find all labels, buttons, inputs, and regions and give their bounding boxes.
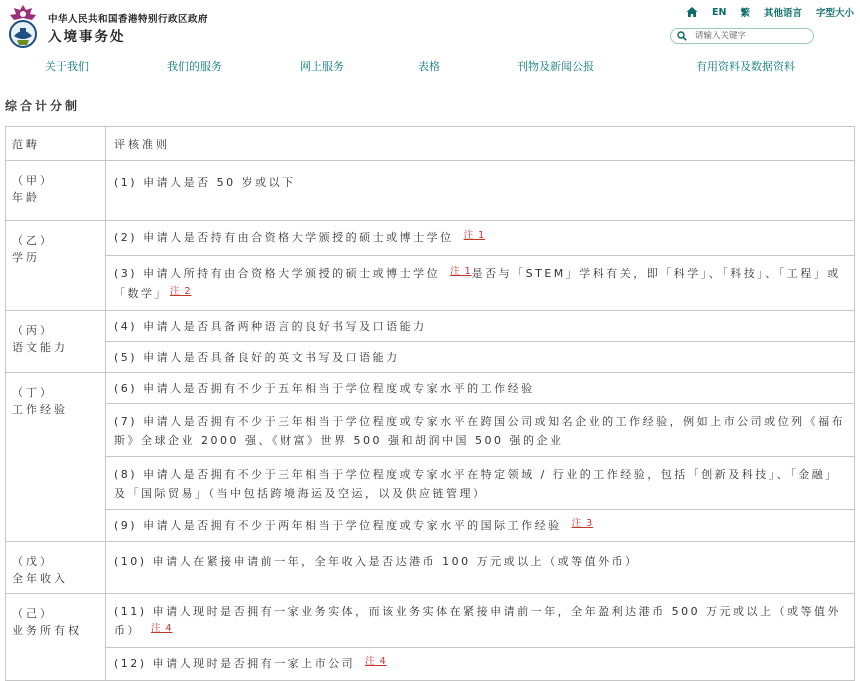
category-annual-income: [6, 542, 106, 594]
home-icon[interactable]: [686, 6, 698, 18]
criterion-8: (8) 申请人是否拥有不少于三年相当于学位程度或专家水平在特定领域 / 行业的工作经验，包括「创新及科技」、「金融」及「国际贸易」（当中包括跨境海运及空运，以及供应链管理）: [106, 457, 855, 510]
category-name: 全年收入: [12, 572, 68, 585]
nav-forms[interactable]: 表格: [418, 60, 440, 73]
department-name[interactable]: 入境事务处: [48, 29, 126, 45]
category-label: （丙）: [12, 324, 54, 337]
category-label: （己）: [12, 607, 54, 620]
hksar-emblem-logo[interactable]: [5, 4, 41, 48]
criterion-2: [106, 221, 855, 256]
category-language: [6, 311, 106, 373]
note-4-link[interactable]: 注 4: [365, 656, 387, 667]
table-row: [6, 373, 855, 404]
category-label: （甲）: [12, 174, 54, 187]
table-row: [6, 542, 855, 594]
table-row: [6, 311, 855, 342]
criterion-5: (5) 申请人是否具备良好的英文书写及口语能力: [106, 342, 855, 373]
table-row: [6, 404, 855, 457]
font-size-link[interactable]: 字型大小: [815, 8, 854, 19]
table-header-row: [6, 127, 855, 161]
nav-publications-press[interactable]: 刊物及新闻公报: [517, 60, 594, 73]
criterion-text-cont: 是否与「STEM」学科有关，即「科学」、「科技」、「工程」或「数学」: [114, 267, 841, 300]
scoring-table: [5, 126, 855, 681]
page-title: 综合计分制: [5, 99, 81, 113]
lang-traditional-link[interactable]: 繁: [740, 8, 750, 19]
note-1-link[interactable]: 注 1: [463, 230, 486, 241]
main-nav: [0, 58, 860, 78]
lang-en-link[interactable]: EN: [712, 6, 727, 18]
government-name: 中华人民共和国香港特别行政区政府: [48, 14, 209, 25]
criterion-text: (3) 申请人所持有由合资格大学颁授的硕士或博士学位: [114, 267, 441, 280]
criterion-11: [106, 594, 855, 648]
table-row: [6, 457, 855, 510]
category-name: 业务所有权: [12, 624, 82, 637]
note-3-link[interactable]: 注 3: [571, 518, 594, 529]
criterion-9: [106, 510, 855, 542]
table-row: [6, 648, 855, 681]
category-age: [6, 161, 106, 221]
search-input[interactable]: [695, 31, 805, 41]
header-criteria: 评核准则: [106, 127, 855, 161]
nav-useful-info[interactable]: 有用资料及数据资料: [696, 60, 795, 73]
criterion-text: (12) 申请人现时是否拥有一家上市公司: [114, 657, 356, 670]
criterion-12: [106, 648, 855, 681]
note-4-link[interactable]: 注 4: [151, 623, 173, 634]
criterion-1: (1) 申请人是否 50 岁或以下: [106, 161, 855, 221]
nav-about-us[interactable]: 关于我们: [45, 60, 89, 73]
category-label: （戊）: [12, 555, 54, 568]
criterion-7: (7) 申请人是否拥有不少于三年相当于学位程度或专家水平在跨国公司或知名企业的工作经验，例如上市公司或位列《福布斯》全球企业 2000 强、《财富》世界 500 强和胡润中国 500 强的企业: [106, 404, 855, 457]
category-name: 年龄: [12, 191, 40, 204]
criterion-text: (9) 申请人是否拥有不少于两年相当于学位程度或专家水平的国际工作经验: [114, 519, 562, 532]
nav-our-services[interactable]: 我们的服务: [167, 60, 222, 73]
table-row: [6, 342, 855, 373]
table-row: [6, 594, 855, 648]
utility-bar: [686, 5, 854, 19]
category-name: 语文能力: [12, 341, 68, 354]
category-label: （乙）: [12, 234, 54, 247]
category-label: （丁）: [12, 386, 54, 399]
criterion-text: (2) 申请人是否持有由合资格大学颁授的硕士或博士学位: [114, 231, 454, 244]
category-name: 学历: [12, 251, 40, 264]
category-education: [6, 221, 106, 311]
criterion-4: (4) 申请人是否具备两种语言的良好书写及口语能力: [106, 311, 855, 342]
category-business-ownership: [6, 594, 106, 681]
site-header: [0, 0, 860, 56]
other-languages-link[interactable]: 其他语言: [763, 8, 802, 19]
table-row: [6, 161, 855, 221]
header-category: 范畴: [6, 127, 106, 161]
note-1-link[interactable]: 注 1: [450, 266, 472, 277]
category-name: 工作经验: [12, 403, 68, 416]
search-icon[interactable]: [677, 31, 687, 41]
nav-online-services[interactable]: 网上服务: [300, 60, 344, 73]
criterion-6: (6) 申请人是否拥有不少于五年相当于学位程度或专家水平的工作经验: [106, 373, 855, 404]
note-2-link[interactable]: 注 2: [170, 286, 192, 297]
table-row: [6, 221, 855, 256]
table-row: [6, 256, 855, 311]
table-row: [6, 510, 855, 542]
search-box[interactable]: [670, 28, 814, 44]
criterion-10: (10) 申请人在紧接申请前一年，全年收入是否达港币 100 万元或以上（或等值外币）: [106, 542, 855, 594]
category-work-experience: [6, 373, 106, 542]
criterion-text: (11) 申请人现时是否拥有一家业务实体，而该业务实体在紧接申请前一年，全年盈利达港币 500 万元或以上（或等值外币）: [114, 605, 842, 637]
criterion-3: [106, 256, 855, 311]
